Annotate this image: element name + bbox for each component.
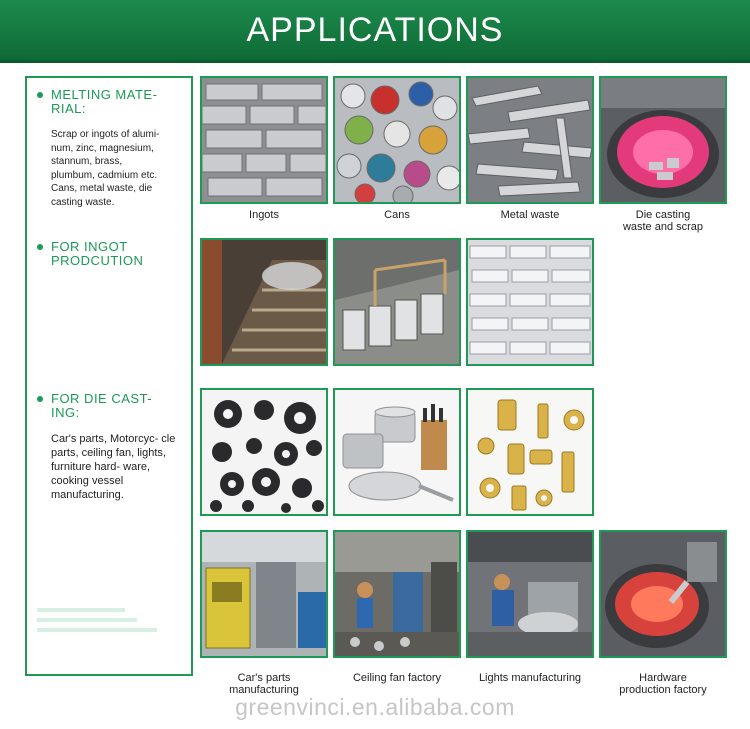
photo-gears [200,388,328,516]
page-title: APPLICATIONS [246,11,504,49]
decorative-lines [37,608,157,638]
description-panel [25,76,193,676]
photo-hardware-production [599,530,727,658]
section-title: FOR DIE CAST- ING: [37,392,187,420]
photo-ingots [200,76,328,204]
photo-brass-fittings [466,388,594,516]
header-banner [0,0,750,63]
section-text: Car's parts, Motorcyc- cle parts, ceiling fan, lights, furniture hard- ware, cooking vessel manufacturing. [51,433,176,501]
bullet-icon [37,244,43,250]
section-title: FOR INGOT PRODCUTION [37,240,187,268]
caption-hardware: Hardware production factory [619,672,707,696]
caption-metal-waste: Metal waste [500,209,560,221]
section-melting-material [37,88,187,209]
section-text: Scrap or ingots of alumi- num, zinc, magnesium, stannum, brass, plumbum, cadmium etc. Cans, metal waste, die casting waste. [51,129,160,208]
photo-lights-manufacturing [466,530,594,658]
caption-cans: Cans [384,209,410,221]
caption-car-parts: Car's parts manufacturing [229,672,299,696]
photo-cookware [333,388,461,516]
photo-ingot-stacks [466,238,594,366]
photo-ingot-conveyor [200,238,328,366]
section-title: MELTING MATE- RIAL: [37,88,187,116]
watermark-text: greenvinci.en.alibaba.com [235,694,515,720]
caption-ceiling-fan: Ceiling fan factory [352,672,442,684]
caption-ingots: Ingots [249,209,279,221]
section-die-casting [37,392,187,502]
bullet-icon [37,396,43,402]
photo-cans [333,76,461,204]
photo-die-casting-scrap [599,76,727,204]
section-ingot-production [37,240,187,268]
photo-ingot-casting-machine [333,238,461,366]
bullet-icon [37,92,43,98]
photo-ceiling-fan-factory [333,530,461,658]
photo-car-parts-factory [200,530,328,658]
photo-metal-waste [466,76,594,204]
caption-die-casting-scrap: Die casting waste and scrap [622,209,704,233]
caption-lights: Lights manufacturing [478,672,582,684]
